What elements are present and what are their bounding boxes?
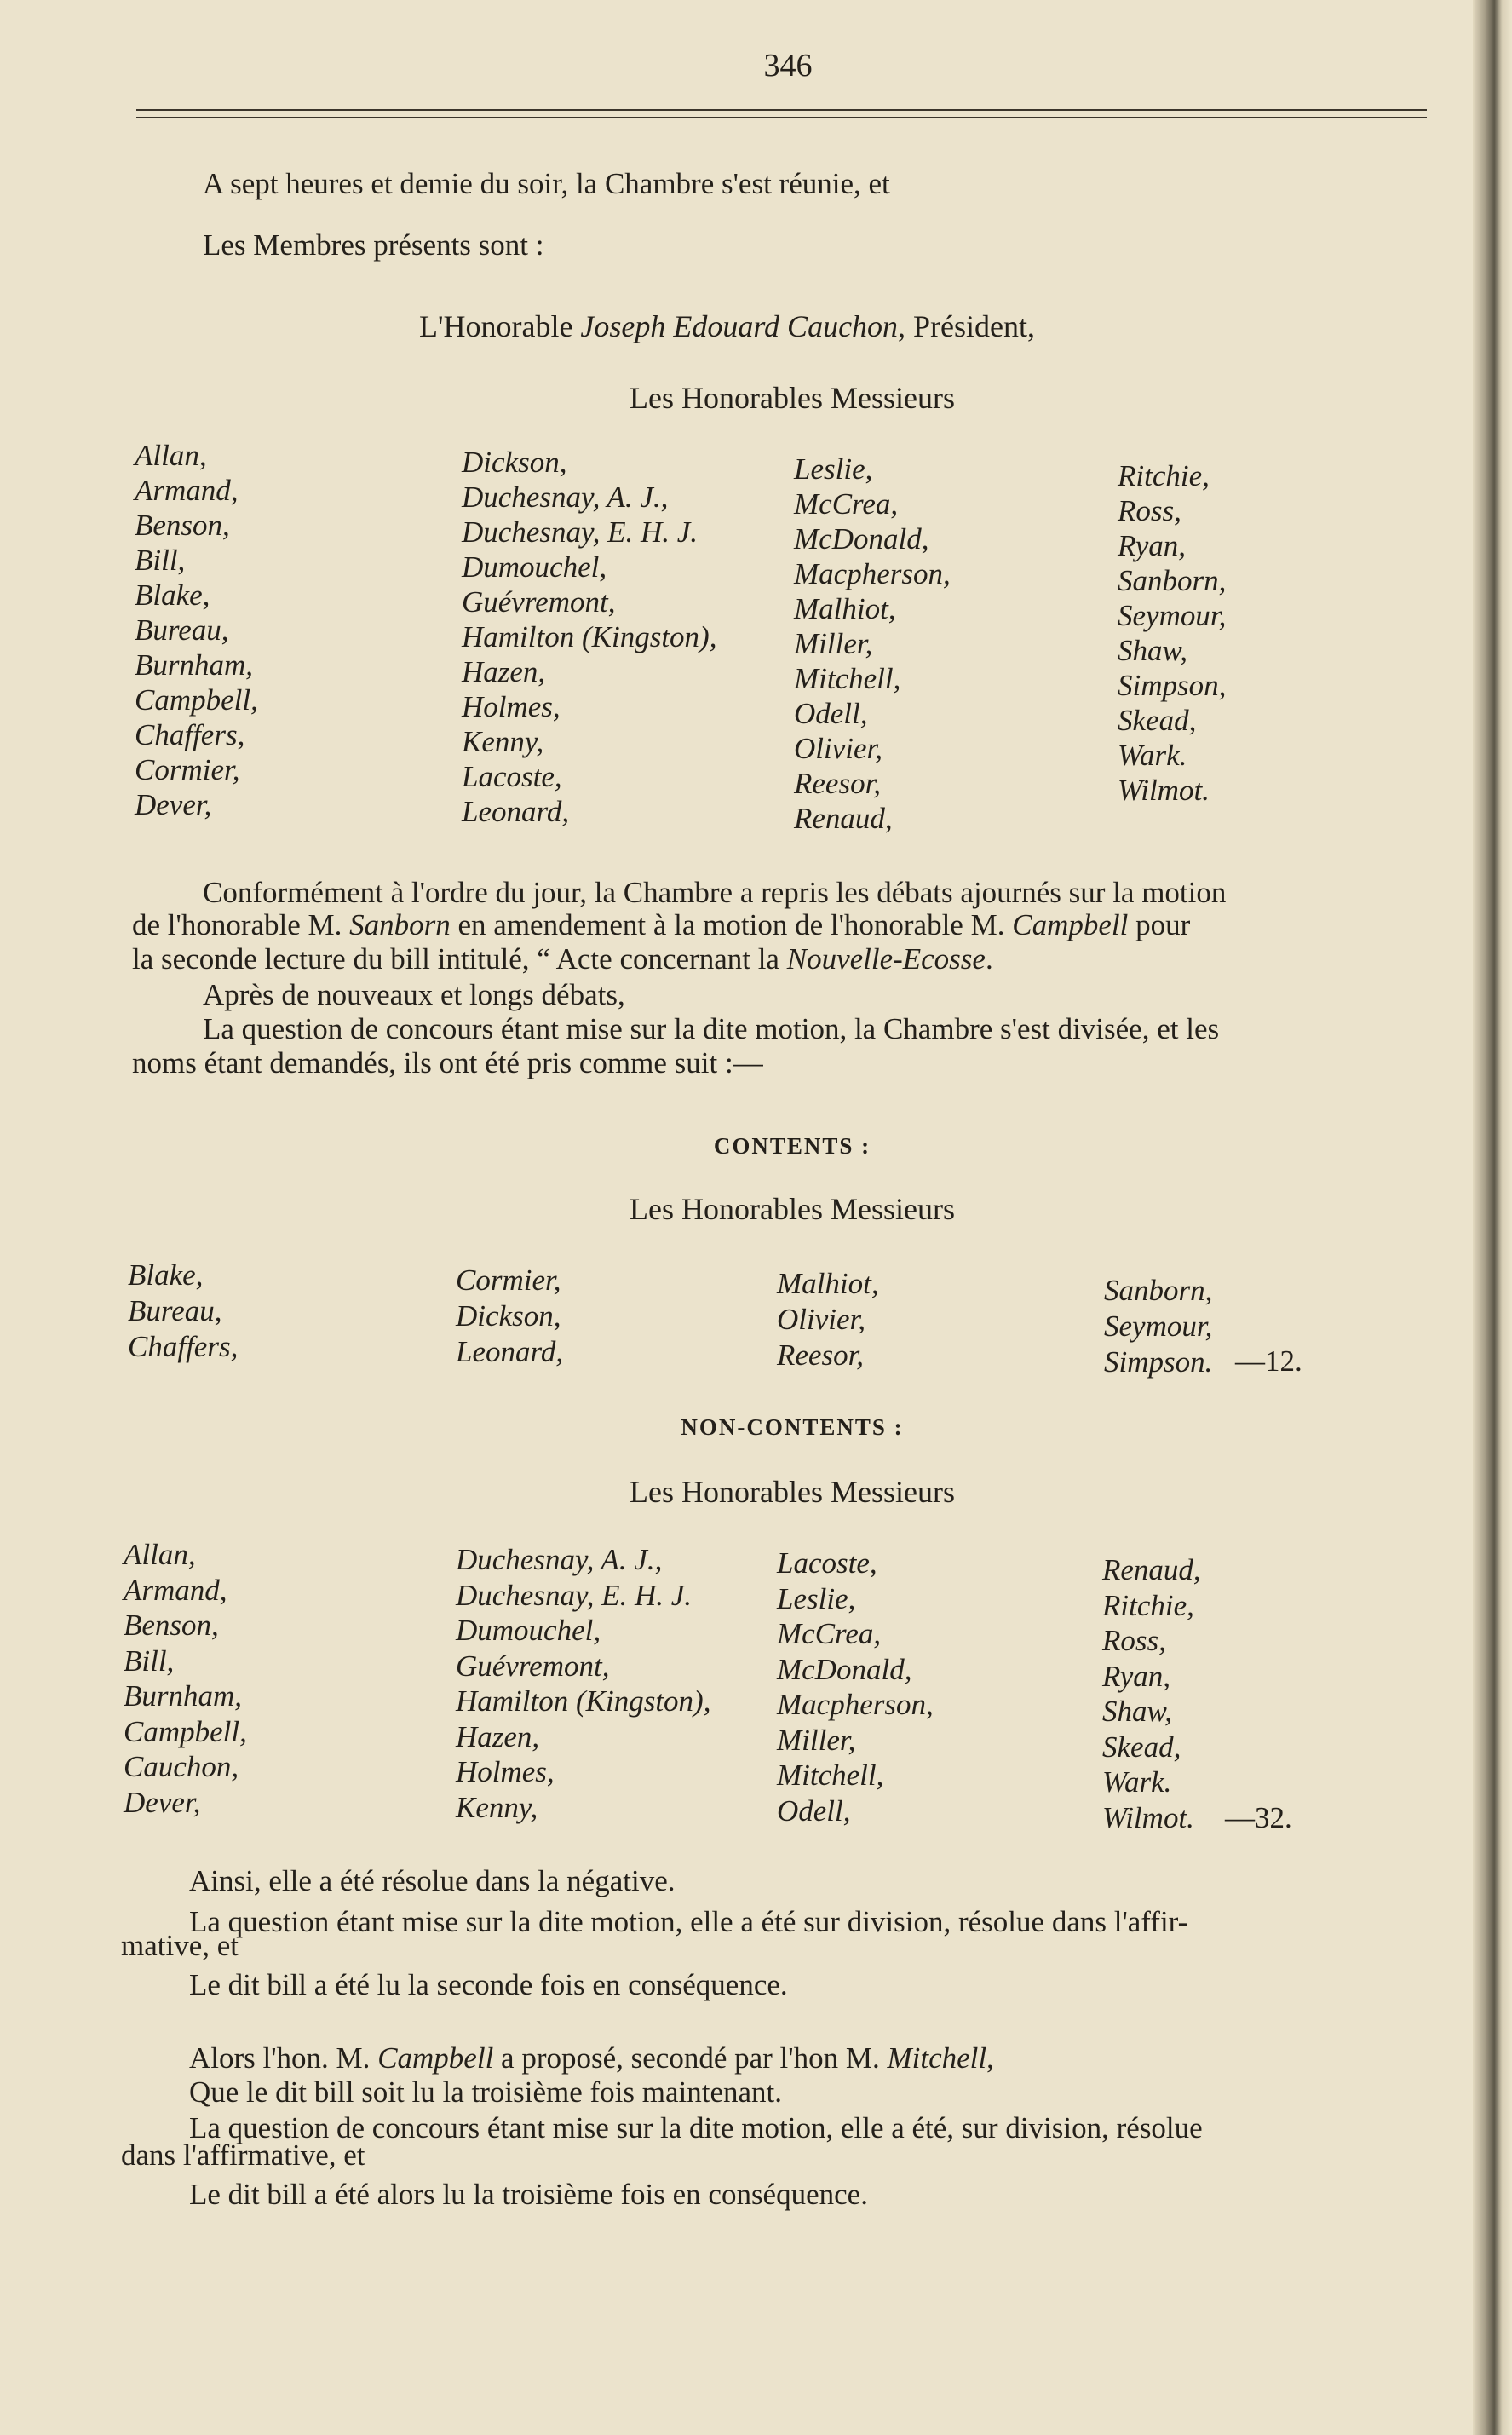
member-name: Wilmot. (1102, 1800, 1194, 1834)
member-name: Leslie, (777, 1581, 856, 1615)
member-name: Wilmot. (1118, 774, 1210, 807)
member-name: Duchesnay, A. J., (462, 481, 669, 514)
member-name: Holmes, (462, 690, 561, 723)
contents-heading: Les Honorables Messieurs (630, 1192, 955, 1226)
member-name: Renaud, (1102, 1553, 1201, 1586)
non-contents-total: —32. (1225, 1801, 1292, 1834)
member-name: Allan, (124, 1538, 196, 1571)
non-contents-heading: Les Honorables Messieurs (630, 1475, 955, 1509)
contents-label: CONTENTS : (713, 1133, 871, 1159)
non-contents-column-4 (1102, 1552, 1201, 1835)
members-present-line: Les Membres présents sont : (203, 228, 544, 262)
member-name: McCrea, (794, 487, 899, 521)
para1-line-2: de l'honorable M. Sanborn en amendement à la motion de l'honorable M. Campbell pour (132, 908, 1191, 941)
para1-line-3: la seconde lecture du bill intitulé, “ Acte concernant la Nouvelle-Ecosse. (132, 942, 993, 976)
member-name: Armand, (124, 1573, 227, 1607)
member-name: Shaw, (1102, 1695, 1172, 1728)
member-name: Dumouchel, (462, 550, 607, 584)
member-name: Ross, (1118, 494, 1181, 527)
section-heading: Les Honorables Messieurs (630, 381, 955, 415)
member-name: Mitchell (887, 2041, 987, 2075)
member-name: Olivier, (777, 1303, 866, 1336)
member-name: Ryan, (1118, 529, 1187, 562)
member-name: Lacoste, (462, 760, 562, 793)
member-name: Ritchie, (1118, 459, 1210, 492)
member-name: Wark. (1102, 1765, 1172, 1799)
member-name: Bureau, (135, 613, 229, 647)
member-name: Bureau, (128, 1294, 222, 1327)
member-name: Leonard, (456, 1335, 564, 1368)
member-name: Campbell (1012, 908, 1129, 941)
member-name: Skead, (1118, 704, 1197, 737)
member-name: Campbell, (124, 1714, 247, 1748)
members-column-4 (1118, 458, 1226, 808)
page-number: 346 (763, 48, 813, 83)
member-name: Mitchell, (777, 1759, 884, 1792)
member-name: Lacoste, (777, 1546, 877, 1580)
para1-line-6: noms étant demandés, ils ont été pris comme suit :— (132, 1046, 763, 1079)
member-name: Odell, (777, 1793, 851, 1828)
member-name: McDonald, (794, 522, 929, 556)
member-name: Hazen, (456, 1719, 540, 1753)
member-name: Leonard, (462, 795, 570, 828)
member-name: Leslie, (794, 452, 873, 486)
member-name: Miller, (794, 627, 873, 660)
contents-column-2 (456, 1263, 563, 1370)
member-name: Ryan, (1102, 1659, 1171, 1693)
member-name: Benson, (124, 1609, 219, 1642)
president-suffix: , Président, (898, 309, 1036, 343)
member-name: Bill, (124, 1643, 175, 1678)
non-contents-column-3 (777, 1546, 934, 1828)
para1-line-1: Conformément à l'ordre du jour, la Chambre a repris les débats ajournés sur la motion (203, 876, 1227, 909)
non-contents-column-2 (456, 1542, 710, 1825)
member-name: Sanborn, (1104, 1274, 1213, 1307)
member-name: Odell, (794, 697, 868, 730)
member-name: Seymour, (1104, 1310, 1213, 1343)
member-name: Kenny, (462, 725, 544, 758)
president-prefix: L'Honorable (419, 309, 573, 343)
member-name: Benson, (135, 509, 230, 542)
member-name: Malhiot, (794, 592, 896, 625)
member-name: Allan, (135, 439, 207, 472)
para3-line-1: Alors l'hon. M. Campbell a proposé, secondé par l'hon M. Mitchell, (189, 2041, 994, 2075)
member-name: Renaud, (794, 802, 893, 835)
member-name: Sanborn (349, 908, 451, 941)
member-name: Armand, (135, 474, 239, 507)
para1-line-4: Après de nouveaux et longs débats, (203, 978, 625, 1011)
member-name: Simpson. (1104, 1345, 1213, 1379)
member-name: Campbell, (135, 683, 258, 717)
member-name: Dever, (124, 1785, 201, 1819)
member-name: Dumouchel, (456, 1614, 601, 1647)
para3-line-3: La question de concours étant mise sur la dite motion, elle a été, sur division, résolue (189, 2111, 1203, 2144)
member-name: Macpherson, (777, 1688, 934, 1721)
member-name: Dickson, (456, 1299, 561, 1333)
member-name: Blake, (128, 1258, 204, 1292)
non-contents-column-1 (124, 1537, 247, 1820)
member-name: Macpherson, (794, 557, 951, 590)
member-name: Mitchell, (794, 662, 901, 695)
member-name: Reesor, (794, 767, 882, 800)
para3-line-2: Que le dit bill soit lu la troisième fois maintenant. (189, 2075, 782, 2109)
member-name: Cormier, (456, 1264, 561, 1297)
member-name: Skead, (1102, 1730, 1181, 1764)
member-name: Seymour, (1118, 599, 1227, 632)
member-name: Duchesnay, E. H. J. (462, 515, 699, 549)
para3-line-4: dans l'affirmative, et (121, 2139, 365, 2172)
contents-column-4 (1104, 1273, 1212, 1380)
para2-line-2: La question étant mise sur la dite motion, elle a été sur division, résolue dans l'affir- (189, 1905, 1188, 1938)
member-name: Hazen, (462, 655, 546, 688)
president-name: Joseph Edouard Cauchon (580, 309, 899, 343)
contents-column-3 (777, 1266, 879, 1373)
president-line (419, 308, 1035, 344)
member-name: Miller, (777, 1723, 856, 1757)
member-name: Duchesnay, E. H. J. (456, 1578, 693, 1612)
member-name: Bill, (135, 544, 186, 577)
para3-line-5: Le dit bill a été alors lu la troisième fois en conséquence. (189, 2178, 868, 2211)
header-rule-double (136, 117, 1427, 118)
header-rule (136, 109, 1427, 111)
para2-line-3: mative, et (121, 1929, 239, 1962)
members-column-1 (135, 438, 258, 822)
member-name: Hamilton (Kingston), (462, 620, 717, 653)
member-name: Dickson, (462, 446, 567, 479)
para2-line-1: Ainsi, elle a été résolue dans la négative. (189, 1864, 676, 1897)
member-name: Duchesnay, A. J., (456, 1543, 663, 1576)
member-name: Cauchon, (124, 1750, 239, 1783)
member-name: Kenny, (456, 1790, 538, 1824)
member-name: Reesor, (777, 1338, 865, 1372)
member-name: Guévremont, (456, 1649, 610, 1683)
member-name: McDonald, (777, 1652, 912, 1686)
member-name: Olivier, (794, 732, 883, 765)
member-name: Ross, (1102, 1624, 1166, 1657)
member-name: Guévremont, (462, 585, 616, 619)
member-name: Burnham, (124, 1679, 243, 1713)
member-name: Burnham, (135, 648, 254, 682)
member-name: Campbell (377, 2041, 494, 2075)
member-name: Dever, (135, 788, 212, 821)
member-name: Blake, (135, 579, 210, 612)
contents-column-1 (128, 1258, 238, 1365)
member-name: Shaw, (1118, 634, 1187, 667)
member-name: Malhiot, (777, 1267, 879, 1300)
bill-title: Nouvelle-Ecosse (786, 942, 986, 976)
non-contents-label: NON-CONTENTS : (681, 1414, 904, 1440)
contents-total: —12. (1235, 1344, 1302, 1378)
para2-line-4: Le dit bill a été lu la seconde fois en conséquence. (189, 1968, 788, 2001)
member-name: McCrea, (777, 1617, 882, 1650)
member-name: Wark. (1118, 739, 1187, 772)
members-column-2 (462, 445, 716, 829)
intro-line: A sept heures et demie du soir, la Chambre s'est réunie, et (203, 167, 890, 200)
member-name: Simpson, (1118, 669, 1227, 702)
member-name: Chaffers, (128, 1330, 239, 1363)
member-name: Ritchie, (1102, 1588, 1194, 1622)
member-name: Cormier, (135, 753, 240, 786)
member-name: Chaffers, (135, 718, 245, 751)
member-name: Holmes, (456, 1755, 555, 1788)
para1-line-5: La question de concours étant mise sur la dite motion, la Chambre s'est divisée, et les (203, 1012, 1220, 1045)
member-name: Hamilton (Kingston), (456, 1684, 711, 1718)
member-name: Sanborn, (1118, 564, 1227, 597)
members-column-3 (794, 452, 951, 836)
